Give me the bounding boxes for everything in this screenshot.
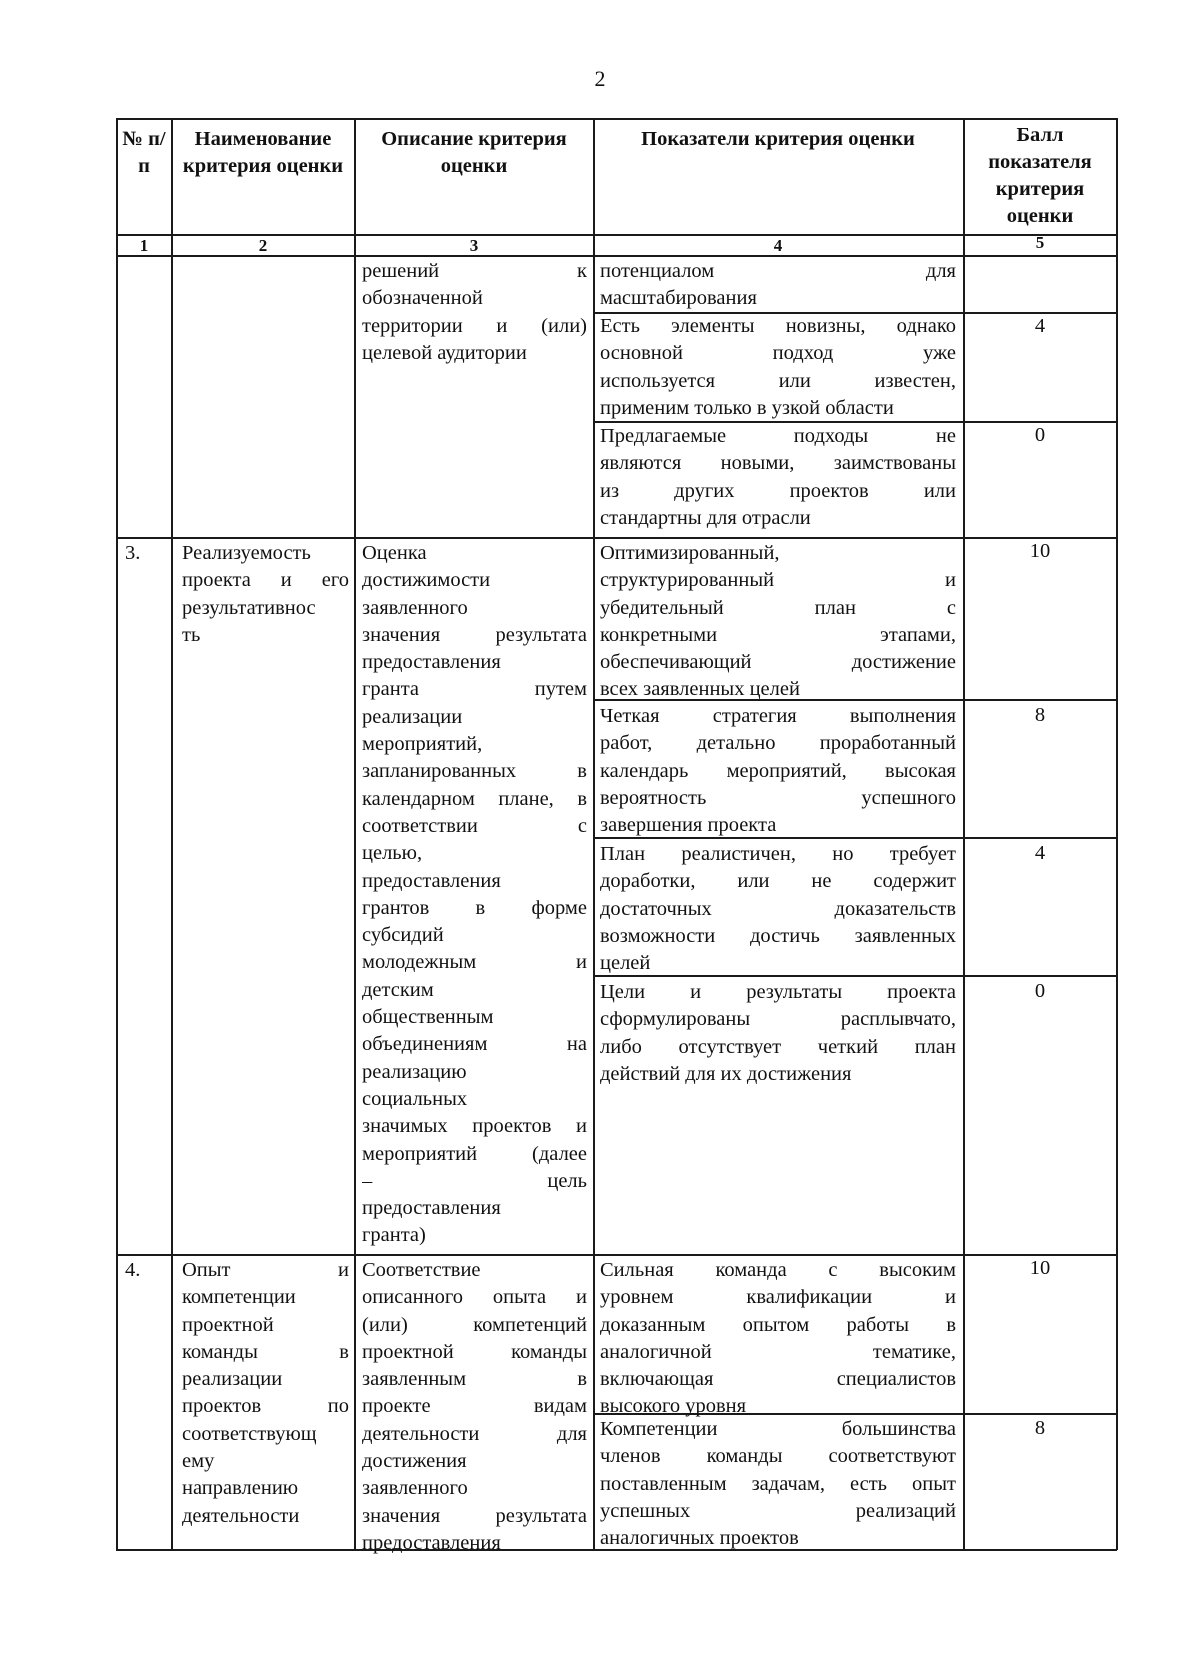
- text-line: заявленного: [362, 596, 468, 619]
- text-line: потенциалом для: [600, 260, 956, 282]
- text-line: Соответствие: [362, 1259, 481, 1281]
- text-line: Компетенции большинства: [600, 1418, 956, 1440]
- text-line: предоставления: [362, 1197, 501, 1220]
- text-line: целевой аудитории: [362, 341, 527, 364]
- text-line: заявленным в: [362, 1368, 587, 1391]
- text-line: действий для их достижения: [600, 1062, 852, 1085]
- indicator-text: [600, 703, 956, 839]
- text-line: включающая специалистов: [600, 1368, 956, 1391]
- text-line: ть: [182, 623, 201, 646]
- text-line: заявленного: [362, 1477, 468, 1500]
- text-line: объединениям на: [362, 1033, 587, 1056]
- text-line: обеспечивающий достижение: [600, 651, 956, 674]
- text-line: достаточных доказательств: [600, 897, 956, 920]
- text-line: мероприятий (далее: [362, 1142, 587, 1165]
- criterion-name: [182, 1257, 349, 1530]
- text-line: результативнос: [182, 596, 316, 619]
- page-number: 2: [594, 66, 606, 91]
- header-col-3: Описание критерия оценки: [381, 128, 567, 177]
- text-line: доказанным опытом работы в: [600, 1313, 956, 1336]
- column-number-5: 5: [1035, 233, 1045, 252]
- score-value: 8: [1034, 1417, 1046, 1439]
- indicator-text: [600, 1257, 956, 1421]
- text-line: целей: [600, 952, 651, 975]
- text-line: гранта путем: [362, 678, 587, 701]
- text-line: соответствующ: [182, 1422, 317, 1445]
- text-line: значения результата: [362, 623, 587, 646]
- text-line: проектной: [182, 1313, 274, 1336]
- criterion-description: [362, 540, 587, 1250]
- score-value: 8: [1034, 704, 1046, 726]
- col-border-3: [354, 118, 356, 1550]
- text-line: структурированный и: [600, 569, 956, 592]
- text-line: проекта и его: [182, 569, 349, 592]
- header-col-1: № п/п: [122, 128, 166, 177]
- indicator-text: [600, 423, 956, 532]
- indicator-text: [600, 258, 956, 313]
- col-border-1: [116, 118, 118, 1550]
- text-line: достижения: [362, 1450, 467, 1473]
- text-line: предоставления: [362, 869, 501, 892]
- text-line: реализации: [182, 1368, 283, 1391]
- criterion-description: [362, 1257, 587, 1557]
- text-line: детским: [362, 978, 434, 1001]
- text-line: календарном плане, в: [362, 787, 587, 810]
- column-number-2: 2: [258, 236, 268, 255]
- criterion-name: [182, 540, 349, 649]
- text-line: территории и (или): [362, 314, 587, 337]
- score-value: 10: [1029, 540, 1051, 562]
- text-line: возможности достичь заявленных: [600, 924, 956, 947]
- text-line: масштабирования: [600, 287, 757, 310]
- text-line: работ, детально проработанный: [600, 732, 956, 755]
- row-4-top-border: [116, 1254, 1117, 1256]
- score-value: 10: [1029, 1257, 1051, 1279]
- continuation-description: [362, 258, 587, 367]
- col-border-4: [593, 118, 595, 1550]
- text-line: деятельности: [182, 1504, 300, 1527]
- text-line: обозначенной: [362, 287, 483, 310]
- col-border-6: [1116, 118, 1118, 1550]
- text-line: направлению: [182, 1477, 299, 1500]
- text-line: Оценка: [362, 542, 427, 564]
- text-line: решений к: [362, 260, 587, 282]
- text-line: гранта): [362, 1224, 426, 1247]
- text-line: соответствии с: [362, 814, 587, 837]
- column-number-3: 3: [469, 236, 479, 255]
- indicator-text: [600, 540, 956, 704]
- text-line: значимых проектов и: [362, 1115, 587, 1138]
- text-line: аналогичной тематике,: [600, 1340, 956, 1363]
- text-line: из других проектов или: [600, 479, 956, 502]
- header-col-2: Наименование критерия оценки: [182, 128, 344, 177]
- indicator-text: [600, 841, 956, 977]
- text-line: компетенции: [182, 1286, 296, 1309]
- text-line: молодежным и: [362, 951, 587, 974]
- text-line: календарь мероприятий, высокая: [600, 759, 956, 782]
- text-line: предоставления: [362, 651, 501, 674]
- text-line: мероприятий,: [362, 733, 483, 756]
- score-value: 4: [1034, 315, 1046, 337]
- table-top-border: [116, 118, 1117, 120]
- text-line: Оптимизированный,: [600, 542, 780, 564]
- indicator-text: [600, 979, 956, 1088]
- text-line: проекте видам: [362, 1395, 587, 1418]
- indicator-text: [600, 1416, 956, 1552]
- text-line: Предлагаемые подходы не: [600, 425, 956, 447]
- text-line: целью,: [362, 842, 423, 865]
- text-line: – цель: [362, 1169, 587, 1192]
- text-line: вероятность успешного: [600, 786, 956, 809]
- text-line: доработки, или не содержит: [600, 870, 956, 893]
- text-line: используется или известен,: [600, 369, 956, 392]
- text-line: запланированных в: [362, 760, 587, 783]
- text-line: ему: [182, 1450, 215, 1473]
- header-col-4: Показатели критерия оценки: [641, 128, 915, 150]
- row-3-top-border: [116, 537, 1117, 539]
- text-line: убедительный план с: [600, 596, 956, 619]
- text-line: реализацию: [362, 1060, 467, 1083]
- score-value: 0: [1034, 980, 1046, 1002]
- text-line: социальных: [362, 1087, 468, 1110]
- text-line: значения результата: [362, 1504, 587, 1527]
- text-line: всех заявленных целей: [600, 678, 800, 701]
- row-number: 3.: [125, 542, 141, 564]
- text-line: предоставления: [362, 1531, 501, 1554]
- text-line: Есть элементы новизны, однако: [600, 315, 956, 337]
- text-line: либо отсутствует четкий план: [600, 1035, 956, 1058]
- text-line: конкретными этапами,: [600, 623, 956, 646]
- text-line: проектной команды: [362, 1340, 587, 1363]
- header-col-5: Балл показателя критерия оценки: [988, 124, 1092, 227]
- text-line: (или) компетенций: [362, 1313, 587, 1336]
- score-value: 4: [1034, 842, 1046, 864]
- text-line: описанного опыта и: [362, 1286, 587, 1309]
- text-line: Реализуемость: [182, 542, 311, 564]
- text-line: достижимости: [362, 569, 491, 592]
- text-line: Цели и результаты проекта: [600, 981, 956, 1003]
- text-line: поставленным задачам, есть опыт: [600, 1472, 956, 1495]
- text-line: аналогичных проектов: [600, 1527, 799, 1550]
- text-line: команды в: [182, 1340, 349, 1363]
- text-line: общественным: [362, 1006, 494, 1029]
- text-line: высокого уровня: [600, 1395, 747, 1418]
- text-line: уровнем квалификации и: [600, 1286, 956, 1309]
- text-line: стандартны для отрасли: [600, 506, 811, 529]
- text-line: проектов по: [182, 1395, 349, 1418]
- text-line: Четкая стратегия выполнения: [600, 705, 956, 727]
- text-line: субсидий: [362, 924, 444, 947]
- text-line: План реалистичен, но требует: [600, 843, 956, 865]
- text-line: грантов в форме: [362, 896, 587, 919]
- text-line: основной подход уже: [600, 342, 956, 365]
- text-line: членов команды соответствуют: [600, 1445, 956, 1468]
- row-number: 4.: [125, 1259, 141, 1281]
- column-number-4: 4: [773, 236, 783, 255]
- indicator-text: [600, 313, 956, 422]
- text-line: являются новыми, заимствованы: [600, 452, 956, 475]
- text-line: Сильная команда с высоким: [600, 1259, 956, 1281]
- text-line: успешных реализаций: [600, 1499, 956, 1522]
- score-value: 0: [1034, 424, 1046, 446]
- text-line: завершения проекта: [600, 814, 777, 837]
- column-number-1: 1: [139, 236, 149, 255]
- text-line: реализации: [362, 705, 463, 728]
- text-line: деятельности для: [362, 1422, 587, 1445]
- text-line: сформулированы расплывчато,: [600, 1008, 956, 1031]
- col-border-2: [171, 118, 173, 1550]
- text-line: применим только в узкой области: [600, 396, 894, 419]
- text-line: Опыт и: [182, 1259, 349, 1281]
